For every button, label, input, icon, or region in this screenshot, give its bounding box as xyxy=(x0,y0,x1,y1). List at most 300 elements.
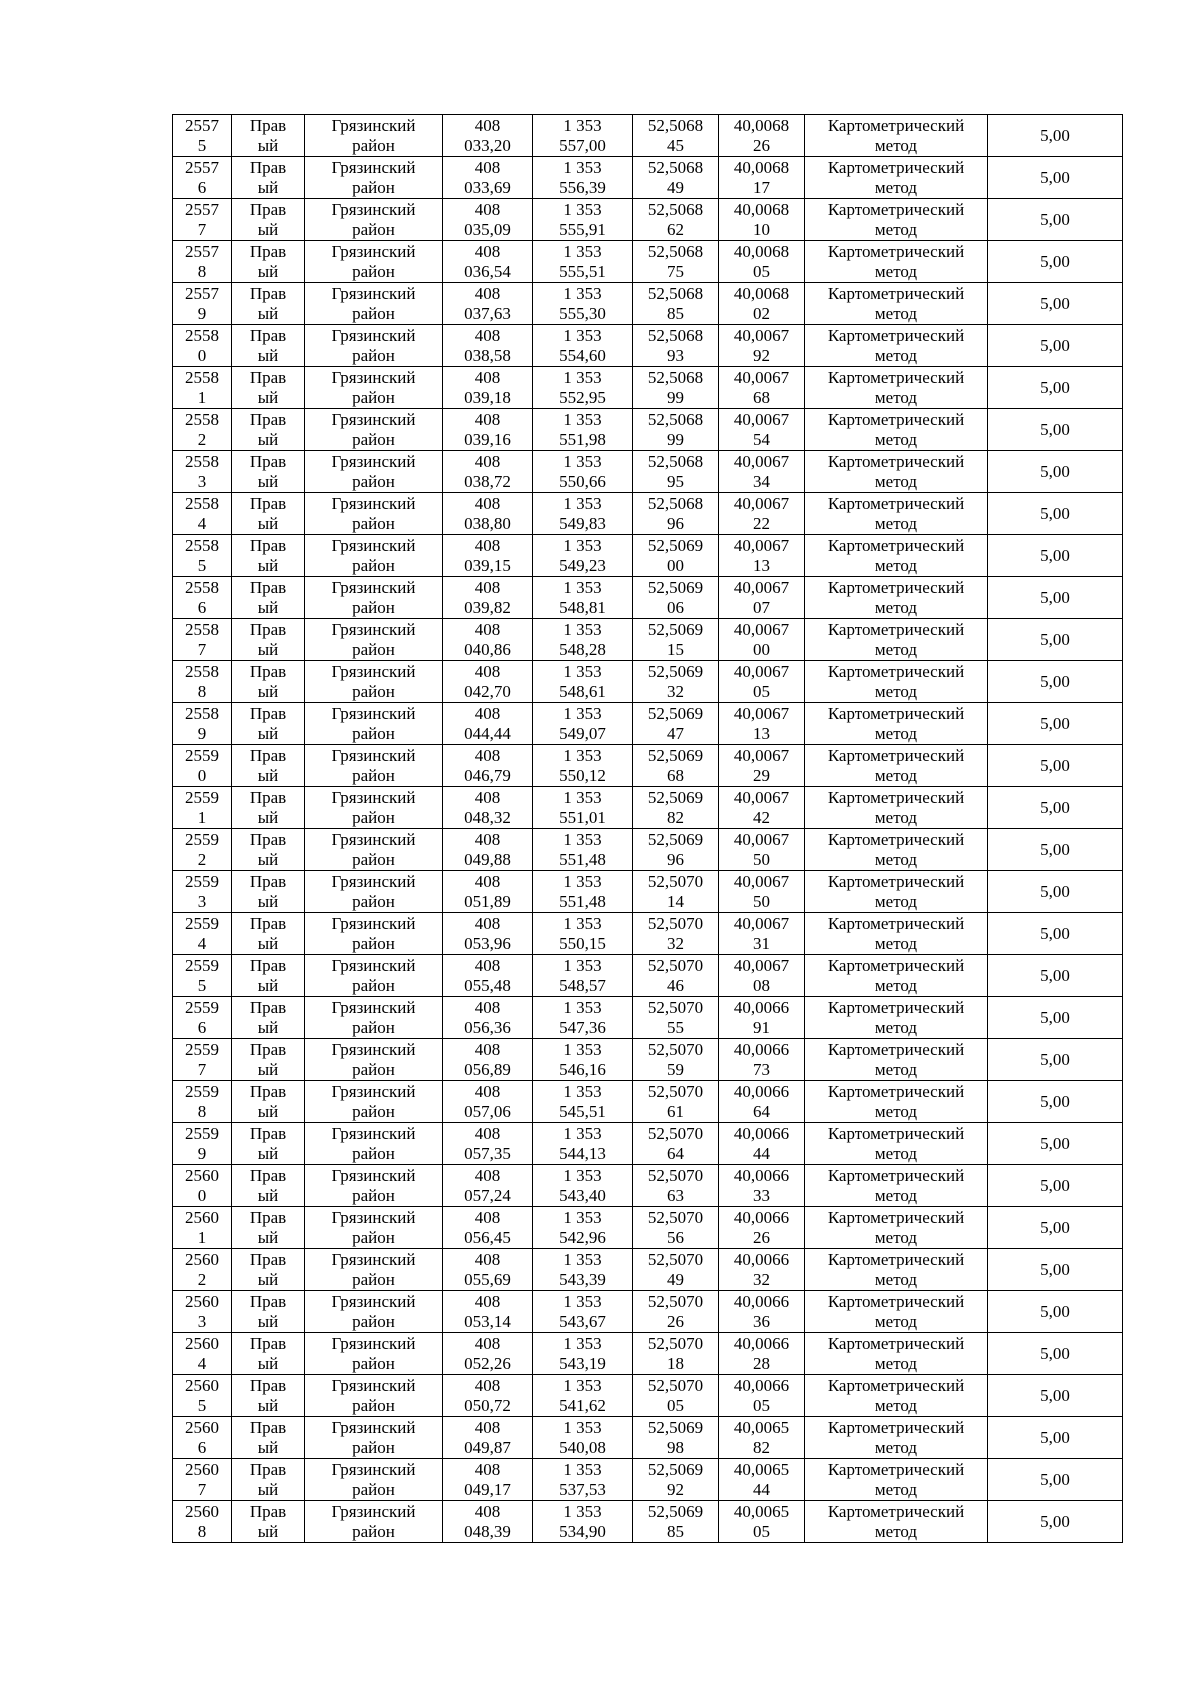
method-cell-line: Картометрический xyxy=(827,115,965,135)
bank-side-cell-line: Прав xyxy=(249,409,287,429)
longitude-cell-line: 40,0068 xyxy=(733,241,790,261)
longitude-cell-line: 40,0067 xyxy=(733,913,790,933)
coord-x-cell-line: 408 xyxy=(474,577,501,597)
latitude-cell-line: 61 xyxy=(667,1101,684,1121)
bank-side-cell-line: ый xyxy=(257,1059,279,1079)
accuracy-cell: 5,00 xyxy=(988,829,1123,871)
method-cell xyxy=(805,241,988,283)
point-number-cell-line: 9 xyxy=(197,303,207,323)
latitude-cell-line: 52,5068 xyxy=(647,493,704,513)
coord-x-cell xyxy=(443,1249,533,1291)
point-number-cell-line: 2558 xyxy=(185,577,219,597)
bank-side-cell-line: ый xyxy=(257,1479,279,1499)
longitude-cell xyxy=(719,1501,805,1543)
latitude-cell xyxy=(633,535,719,577)
method-cell-line: метод xyxy=(874,765,918,785)
bank-side-cell-line: Прав xyxy=(249,451,287,471)
district-cell-line: район xyxy=(352,219,395,239)
longitude-cell xyxy=(719,745,805,787)
bank-side-cell-line: Прав xyxy=(249,577,287,597)
district-cell-line: Грязинский xyxy=(331,493,416,513)
bank-side-cell-line: ый xyxy=(257,387,279,407)
method-cell xyxy=(805,1165,988,1207)
longitude-cell-line: 40,0065 xyxy=(733,1459,790,1479)
coord-y-cell xyxy=(533,409,633,451)
bank-side-cell xyxy=(232,1207,305,1249)
coord-x-cell-line: 408 xyxy=(474,1291,501,1311)
longitude-cell xyxy=(719,955,805,997)
bank-side-cell xyxy=(232,1333,305,1375)
longitude-cell-line: 40,0066 xyxy=(733,1291,790,1311)
longitude-cell xyxy=(719,661,805,703)
coord-x-cell xyxy=(443,745,533,787)
coord-x-cell-line: 049,88 xyxy=(464,849,511,869)
latitude-cell-line: 49 xyxy=(667,1269,684,1289)
point-number-cell xyxy=(173,535,232,577)
bank-side-cell-line: ый xyxy=(257,1395,279,1415)
district-cell xyxy=(305,1459,443,1501)
bank-side-cell-line: ый xyxy=(257,807,279,827)
latitude-cell-line: 52,5070 xyxy=(647,871,704,891)
coord-x-cell-line: 056,89 xyxy=(464,1059,511,1079)
district-cell xyxy=(305,1207,443,1249)
coord-x-cell-line: 057,35 xyxy=(464,1143,511,1163)
table-row xyxy=(173,1333,1123,1375)
point-number-cell-line: 2559 xyxy=(185,787,219,807)
coord-x-cell xyxy=(443,1291,533,1333)
coord-y-cell xyxy=(533,283,633,325)
bank-side-cell-line: ый xyxy=(257,1311,279,1331)
coord-x-cell-line: 408 xyxy=(474,1249,501,1269)
method-cell xyxy=(805,535,988,577)
coord-x-cell xyxy=(443,493,533,535)
district-cell-line: Грязинский xyxy=(331,1375,416,1395)
coord-y-cell xyxy=(533,115,633,157)
method-cell xyxy=(805,913,988,955)
coord-x-cell xyxy=(443,913,533,955)
coord-y-cell-line: 552,95 xyxy=(559,387,606,407)
point-number-cell-line: 2560 xyxy=(185,1291,219,1311)
longitude-cell-line: 40,0067 xyxy=(733,493,790,513)
latitude-cell-line: 93 xyxy=(667,345,684,365)
latitude-cell-line: 64 xyxy=(667,1143,684,1163)
point-number-cell-line: 8 xyxy=(197,681,207,701)
point-number-cell xyxy=(173,1417,232,1459)
point-number-cell xyxy=(173,787,232,829)
coord-y-cell-line: 548,81 xyxy=(559,597,606,617)
point-number-cell xyxy=(173,1375,232,1417)
latitude-cell-line: 52,5068 xyxy=(647,325,704,345)
latitude-cell-line: 52,5070 xyxy=(647,1123,704,1143)
longitude-cell-line: 05 xyxy=(753,681,770,701)
coord-y-cell xyxy=(533,1417,633,1459)
point-number-cell-line: 0 xyxy=(197,765,207,785)
district-cell-line: район xyxy=(352,555,395,575)
longitude-cell-line: 40,0068 xyxy=(733,199,790,219)
coord-y-cell-line: 544,13 xyxy=(559,1143,606,1163)
latitude-cell xyxy=(633,829,719,871)
table-row xyxy=(173,157,1123,199)
point-number-cell-line: 2560 xyxy=(185,1207,219,1227)
accuracy-cell: 5,00 xyxy=(988,745,1123,787)
longitude-cell xyxy=(719,199,805,241)
accuracy-cell: 5,00 xyxy=(988,787,1123,829)
bank-side-cell-line: ый xyxy=(257,261,279,281)
coord-x-cell-line: 038,80 xyxy=(464,513,511,533)
latitude-cell-line: 52,5069 xyxy=(647,1501,704,1521)
point-number-cell xyxy=(173,409,232,451)
method-cell xyxy=(805,619,988,661)
method-cell-line: метод xyxy=(874,1269,918,1289)
longitude-cell xyxy=(719,1165,805,1207)
point-number-cell-line: 2559 xyxy=(185,1123,219,1143)
coord-y-cell-line: 1 353 xyxy=(563,1291,602,1311)
district-cell xyxy=(305,535,443,577)
district-cell-line: Грязинский xyxy=(331,619,416,639)
bank-side-cell-line: ый xyxy=(257,513,279,533)
bank-side-cell-line: ый xyxy=(257,1521,279,1541)
district-cell xyxy=(305,241,443,283)
latitude-cell-line: 99 xyxy=(667,387,684,407)
latitude-cell xyxy=(633,997,719,1039)
coord-y-cell-line: 1 353 xyxy=(563,871,602,891)
point-number-cell xyxy=(173,157,232,199)
method-cell-line: метод xyxy=(874,1059,918,1079)
bank-side-cell-line: Прав xyxy=(249,1291,287,1311)
point-number-cell xyxy=(173,241,232,283)
coord-x-cell xyxy=(443,703,533,745)
point-number-cell-line: 2559 xyxy=(185,955,219,975)
table-row xyxy=(173,997,1123,1039)
latitude-cell xyxy=(633,283,719,325)
table-row xyxy=(173,703,1123,745)
accuracy-cell: 5,00 xyxy=(988,1165,1123,1207)
latitude-cell-line: 52,5070 xyxy=(647,1333,704,1353)
latitude-cell-line: 32 xyxy=(667,681,684,701)
coord-y-cell-line: 1 353 xyxy=(563,1375,602,1395)
district-cell xyxy=(305,1333,443,1375)
district-cell-line: Грязинский xyxy=(331,283,416,303)
method-cell xyxy=(805,1207,988,1249)
coord-x-cell-line: 408 xyxy=(474,1333,501,1353)
table-row xyxy=(173,1291,1123,1333)
coord-x-cell-line: 036,54 xyxy=(464,261,511,281)
district-cell-line: Грязинский xyxy=(331,997,416,1017)
point-number-cell-line: 8 xyxy=(197,1521,207,1541)
method-cell xyxy=(805,997,988,1039)
method-cell-line: Картометрический xyxy=(827,829,965,849)
method-cell-line: метод xyxy=(874,1227,918,1247)
longitude-cell-line: 13 xyxy=(753,723,770,743)
district-cell-line: район xyxy=(352,429,395,449)
coord-x-cell xyxy=(443,367,533,409)
coord-x-cell-line: 408 xyxy=(474,1165,501,1185)
coord-x-cell-line: 051,89 xyxy=(464,891,511,911)
bank-side-cell-line: Прав xyxy=(249,535,287,555)
accuracy-cell: 5,00 xyxy=(988,619,1123,661)
bank-side-cell-line: ый xyxy=(257,177,279,197)
coord-x-cell xyxy=(443,997,533,1039)
latitude-cell xyxy=(633,1249,719,1291)
district-cell-line: район xyxy=(352,303,395,323)
point-number-cell xyxy=(173,997,232,1039)
point-number-cell-line: 2557 xyxy=(185,115,219,135)
longitude-cell-line: 26 xyxy=(753,135,770,155)
longitude-cell-line: 40,0065 xyxy=(733,1417,790,1437)
point-number-cell-line: 2 xyxy=(197,849,207,869)
district-cell xyxy=(305,829,443,871)
bank-side-cell-line: Прав xyxy=(249,1123,287,1143)
bank-side-cell-line: Прав xyxy=(249,997,287,1017)
point-number-cell xyxy=(173,1081,232,1123)
longitude-cell-line: 50 xyxy=(753,849,770,869)
longitude-cell xyxy=(719,913,805,955)
table-row xyxy=(173,1417,1123,1459)
point-number-cell xyxy=(173,1207,232,1249)
method-cell xyxy=(805,1375,988,1417)
bank-side-cell-line: Прав xyxy=(249,1417,287,1437)
bank-side-cell-line: ый xyxy=(257,723,279,743)
coord-y-cell-line: 549,23 xyxy=(559,555,606,575)
latitude-cell-line: 00 xyxy=(667,555,684,575)
method-cell xyxy=(805,451,988,493)
district-cell xyxy=(305,745,443,787)
coord-x-cell xyxy=(443,241,533,283)
bank-side-cell-line: ый xyxy=(257,681,279,701)
district-cell-line: район xyxy=(352,387,395,407)
accuracy-cell: 5,00 xyxy=(988,325,1123,367)
coord-y-cell xyxy=(533,829,633,871)
coord-x-cell xyxy=(443,1039,533,1081)
latitude-cell xyxy=(633,1123,719,1165)
bank-side-cell-line: Прав xyxy=(249,787,287,807)
accuracy-cell: 5,00 xyxy=(988,871,1123,913)
point-number-cell xyxy=(173,325,232,367)
bank-side-cell-line: Прав xyxy=(249,1081,287,1101)
district-cell-line: Грязинский xyxy=(331,1207,416,1227)
coord-x-cell-line: 049,87 xyxy=(464,1437,511,1457)
coord-y-cell-line: 1 353 xyxy=(563,1417,602,1437)
coord-y-cell xyxy=(533,619,633,661)
table-row xyxy=(173,913,1123,955)
latitude-cell-line: 52,5070 xyxy=(647,1081,704,1101)
longitude-cell-line: 64 xyxy=(753,1101,770,1121)
latitude-cell xyxy=(633,1417,719,1459)
method-cell-line: метод xyxy=(874,1143,918,1163)
coord-y-cell xyxy=(533,157,633,199)
district-cell xyxy=(305,157,443,199)
district-cell-line: Грязинский xyxy=(331,703,416,723)
point-number-cell-line: 2559 xyxy=(185,871,219,891)
district-cell-line: район xyxy=(352,891,395,911)
accuracy-cell: 5,00 xyxy=(988,283,1123,325)
method-cell-line: Картометрический xyxy=(827,1123,965,1143)
district-cell xyxy=(305,703,443,745)
bank-side-cell-line: ый xyxy=(257,597,279,617)
method-cell-line: Картометрический xyxy=(827,1375,965,1395)
coord-x-cell xyxy=(443,1333,533,1375)
coord-y-cell-line: 1 353 xyxy=(563,1459,602,1479)
district-cell-line: район xyxy=(352,261,395,281)
point-number-cell xyxy=(173,1165,232,1207)
latitude-cell xyxy=(633,1291,719,1333)
coord-y-cell-line: 550,66 xyxy=(559,471,606,491)
longitude-cell-line: 05 xyxy=(753,1395,770,1415)
latitude-cell xyxy=(633,1501,719,1543)
bank-side-cell-line: ый xyxy=(257,1143,279,1163)
coord-x-cell-line: 039,16 xyxy=(464,429,511,449)
point-number-cell-line: 2557 xyxy=(185,157,219,177)
latitude-cell-line: 52,5068 xyxy=(647,409,704,429)
method-cell xyxy=(805,1333,988,1375)
longitude-cell-line: 40,0067 xyxy=(733,535,790,555)
longitude-cell-line: 40,0066 xyxy=(733,1249,790,1269)
longitude-cell-line: 40,0066 xyxy=(733,1165,790,1185)
coord-y-cell-line: 541,62 xyxy=(559,1395,606,1415)
bank-side-cell-line: Прав xyxy=(249,1375,287,1395)
latitude-cell-line: 52,5068 xyxy=(647,199,704,219)
coord-y-cell xyxy=(533,1501,633,1543)
longitude-cell xyxy=(719,619,805,661)
method-cell xyxy=(805,115,988,157)
point-number-cell-line: 5 xyxy=(197,135,207,155)
latitude-cell-line: 56 xyxy=(667,1227,684,1247)
accuracy-cell: 5,00 xyxy=(988,1123,1123,1165)
bank-side-cell-line: Прав xyxy=(249,1165,287,1185)
coord-x-cell-line: 408 xyxy=(474,1459,501,1479)
coord-x-cell xyxy=(443,1417,533,1459)
district-cell-line: Грязинский xyxy=(331,661,416,681)
coord-y-cell-line: 1 353 xyxy=(563,619,602,639)
coord-x-cell xyxy=(443,787,533,829)
district-cell-line: Грязинский xyxy=(331,409,416,429)
district-cell xyxy=(305,1249,443,1291)
longitude-cell-line: 40,0067 xyxy=(733,871,790,891)
method-cell-line: метод xyxy=(874,1479,918,1499)
coord-y-cell xyxy=(533,1207,633,1249)
longitude-cell xyxy=(719,1039,805,1081)
method-cell-line: метод xyxy=(874,891,918,911)
latitude-cell-line: 52,5069 xyxy=(647,1459,704,1479)
coord-y-cell-line: 1 353 xyxy=(563,829,602,849)
coord-y-cell-line: 1 353 xyxy=(563,1081,602,1101)
point-number-cell xyxy=(173,1501,232,1543)
coord-y-cell xyxy=(533,913,633,955)
point-number-cell-line: 4 xyxy=(197,933,207,953)
bank-side-cell xyxy=(232,1417,305,1459)
district-cell-line: район xyxy=(352,1017,395,1037)
point-number-cell-line: 8 xyxy=(197,261,207,281)
latitude-cell xyxy=(633,1207,719,1249)
method-cell xyxy=(805,493,988,535)
point-number-cell-line: 6 xyxy=(197,177,207,197)
coord-x-cell-line: 408 xyxy=(474,745,501,765)
coord-y-cell-line: 1 353 xyxy=(563,1039,602,1059)
accuracy-cell: 5,00 xyxy=(988,1333,1123,1375)
coord-y-cell-line: 1 353 xyxy=(563,283,602,303)
longitude-cell-line: 10 xyxy=(753,219,770,239)
bank-side-cell-line: ый xyxy=(257,303,279,323)
point-number-cell xyxy=(173,199,232,241)
latitude-cell xyxy=(633,409,719,451)
district-cell-line: район xyxy=(352,1395,395,1415)
coord-x-cell-line: 408 xyxy=(474,997,501,1017)
point-number-cell-line: 2 xyxy=(197,429,207,449)
district-cell-line: Грязинский xyxy=(331,115,416,135)
latitude-cell xyxy=(633,1333,719,1375)
method-cell-line: Картометрический xyxy=(827,619,965,639)
longitude-cell xyxy=(719,451,805,493)
coord-y-cell xyxy=(533,1459,633,1501)
coord-y-cell-line: 557,00 xyxy=(559,135,606,155)
latitude-cell-line: 52,5070 xyxy=(647,955,704,975)
method-cell xyxy=(805,787,988,829)
bank-side-cell xyxy=(232,619,305,661)
method-cell-line: метод xyxy=(874,555,918,575)
point-number-cell xyxy=(173,1333,232,1375)
longitude-cell xyxy=(719,871,805,913)
coord-x-cell-line: 057,06 xyxy=(464,1101,511,1121)
district-cell-line: район xyxy=(352,639,395,659)
district-cell xyxy=(305,283,443,325)
point-number-cell-line: 2559 xyxy=(185,1039,219,1059)
method-cell-line: Картометрический xyxy=(827,1333,965,1353)
accuracy-cell: 5,00 xyxy=(988,1501,1123,1543)
district-cell-line: район xyxy=(352,1437,395,1457)
coord-x-cell xyxy=(443,1165,533,1207)
latitude-cell xyxy=(633,745,719,787)
coord-y-cell xyxy=(533,535,633,577)
method-cell xyxy=(805,367,988,409)
district-cell-line: район xyxy=(352,765,395,785)
point-number-cell-line: 3 xyxy=(197,471,207,491)
latitude-cell xyxy=(633,241,719,283)
point-number-cell xyxy=(173,955,232,997)
bank-side-cell-line: ый xyxy=(257,1227,279,1247)
coord-y-cell-line: 546,16 xyxy=(559,1059,606,1079)
latitude-cell xyxy=(633,577,719,619)
bank-side-cell-line: ый xyxy=(257,933,279,953)
longitude-cell xyxy=(719,1081,805,1123)
longitude-cell xyxy=(719,787,805,829)
coord-y-cell-line: 1 353 xyxy=(563,787,602,807)
point-number-cell-line: 2558 xyxy=(185,493,219,513)
bank-side-cell xyxy=(232,199,305,241)
method-cell-line: Картометрический xyxy=(827,1459,965,1479)
point-number-cell-line: 1 xyxy=(197,1227,207,1247)
latitude-cell xyxy=(633,451,719,493)
coord-y-cell xyxy=(533,1333,633,1375)
bank-side-cell-line: ый xyxy=(257,765,279,785)
coord-x-cell-line: 038,72 xyxy=(464,471,511,491)
point-number-cell-line: 2557 xyxy=(185,241,219,261)
district-cell-line: район xyxy=(352,1269,395,1289)
coord-x-cell xyxy=(443,1081,533,1123)
point-number-cell-line: 2558 xyxy=(185,451,219,471)
district-cell xyxy=(305,367,443,409)
coord-x-cell-line: 408 xyxy=(474,199,501,219)
point-number-cell-line: 8 xyxy=(197,1101,207,1121)
district-cell-line: Грязинский xyxy=(331,1291,416,1311)
point-number-cell-line: 9 xyxy=(197,723,207,743)
point-number-cell-line: 7 xyxy=(197,1059,207,1079)
coordinates-table xyxy=(172,114,1123,1543)
longitude-cell xyxy=(719,829,805,871)
longitude-cell-line: 00 xyxy=(753,639,770,659)
longitude-cell-line: 40,0066 xyxy=(733,1123,790,1143)
bank-side-cell-line: Прав xyxy=(249,1207,287,1227)
method-cell xyxy=(805,325,988,367)
